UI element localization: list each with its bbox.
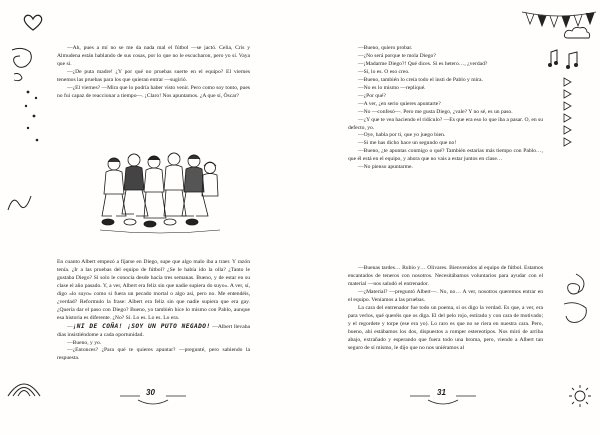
paragraph: —Buenas tardes… Rubio y… Olivares. Bienvenidos al equipo de fútbol. Estamos encantados de teneros con nosotros. Necesitábamos voluntarios para ayudar con el material —nos saludó el entrenador. <box>348 265 543 287</box>
page-number-area <box>408 388 478 408</box>
paragraph: —A ver, ¿en serio quieres apuntarte? <box>358 100 441 107</box>
sun-icon <box>568 384 592 408</box>
left-bottom-text-column <box>57 259 250 363</box>
paragraph: —¿Entonces? ¿Para qué te quieres apuntar? —pregunté, pero sabiendo la respuesta. <box>57 347 250 362</box>
paragraph: —Ah, pues a mí no se me da nada mal el fútbol —se jactó. Celia, Cris y Almudena están hablando de sus cosas, por lo que no le escucharon, pero yo sí. Vaya que sí. <box>57 45 250 67</box>
paragraph: En cuanto Albert empezó a fijarse en Diego, supe que algo malo iba a traer. Y razón tenía. ¿Ir a las pruebas del equipo de fútbol? ¿Se le había ido la olla? ¿Tanto le gustaba Diego? Si solo le conocía desde hacía tres semanas. Bueno, y de estar en su clase el año pasado. Y, a ver, Albert era feliz sin que nadie supiera do suyo». A ver, sí, digo «lo suyo» como si fuera un pecado mortal o algo así, pero no. Me entendéis, ¿verdad? Reformulo la frase: Albert era feliz sin que nadie supiera que era gay. ¿Quería dar el paso con Diego? Bueno, yo también hice lo mismo con Pablo, aunque esa historia es diferente. ¿No? Sí. Lo es. Lo es. Lo era. <box>57 259 250 321</box>
right-bottom-text-column <box>348 265 543 352</box>
spiral-doodle-icon <box>558 270 594 330</box>
flower-doodle-icon <box>8 44 36 84</box>
paragraph: —¡Madarme Diego?! Qué dices. Si es hetero…, ¿verdad? <box>358 60 488 67</box>
paragraph: —¿Material? —preguntó Albert—. No, no… A ver, nosotros queremos entrar en el equipo. Veníamos a las pruebas. <box>348 288 543 303</box>
squiggle-icon <box>5 190 35 216</box>
paragraph: —Bueno, y yo. <box>67 339 102 346</box>
paragraph: —Si me has dicho hace un segundo que no! <box>358 140 457 147</box>
cloud-icon <box>562 24 592 42</box>
paragraph: —¿De puta madre! ¿Y por qué no pruebas suerte en el equipo? El viernes tenemos las pruebas para los que quieran entrar —sugirió. <box>57 68 250 83</box>
right-page <box>300 0 600 435</box>
page-number: 31 <box>437 388 446 397</box>
page-number: 30 <box>146 388 155 397</box>
triangle-column-icon <box>562 76 574 150</box>
dot-cluster-icon <box>22 88 42 148</box>
paragraph: —¿Por qué? <box>358 92 386 99</box>
rainbow-doodle-icon <box>4 370 44 400</box>
paragraph: —Bueno, ¿te apuntas conmigo o qué? También estarías más tiempo con Pablo…, que él está en el equipo, y ahora que no vais a estar juntos en clase… <box>348 148 543 163</box>
paragraph: —No —confesó—. Pero me gusta Diego, ¿vale? Y no sé, es un paso. <box>358 108 513 115</box>
paragraph: La cara del entrenador fue todo un poema, si os digo la verdad. Es que, a ver, era para verlos, qué queréis que os diga. El del pelo rojo, estirado y con cara de motivado; y el regordete y torpe (ese era yo). Lo raro es que no se riera en nuestra cara. Pero, bueno, ahí estábamos los dos, dispuestos a romper estereotipos. Nos miró de arriba abajo, extrañado y esperando que fuera todo una broma, pero, viendo a Albert tan seguro de sí mismo, le dijo que no nos uniéramos al <box>348 304 543 351</box>
group-of-friends-illustration <box>100 144 220 236</box>
page-number-area <box>118 388 188 408</box>
paragraph: —¿El viernes? —Mira que lo podría haber visto venir. Pero como soy tonto, pues no fui capaz de reaccionar a tiempo—. ¡Claro! Nos apuntamos. ¿A que sí, Óscar? <box>57 84 250 99</box>
shout-tail: —Albert llevaba días insistiéndome a cada oportunidad. <box>57 323 250 338</box>
music-notes-icon <box>547 48 583 70</box>
heart-icon <box>22 12 44 32</box>
paragraph: —No es lo mismo —repliqué. <box>358 84 426 91</box>
paragraph: —No pienso apuntarme. <box>358 164 413 171</box>
shout-paragraph: —¡NI DE COÑA! ¡SOY UN PUTO NEGADO! —Albert llevaba días insistiéndome a cada oportunidad. <box>57 322 250 338</box>
paragraph: —Bueno, también lo creía todo el insti de Pablo y mira. <box>358 76 483 83</box>
left-top-text-column <box>57 45 250 101</box>
paragraph: —Sí, lo es. O eso creo. <box>358 68 410 75</box>
right-top-text-column <box>348 45 543 172</box>
paragraph: —Oye, habla por ti, que yo juego bien. <box>358 132 446 139</box>
paragraph: —Bueno, quiero probar. <box>358 45 413 51</box>
shout-text: ¡NI DE COÑA! ¡SOY UN PUTO NEGADO! <box>72 322 211 330</box>
paragraph: —¿No será porque te mola Diego? <box>358 52 436 59</box>
paragraph: —¿Y que te vea haciendo el ridículo? —Es que era eso lo que iba a pasar. O, en su defecto, yo. <box>348 116 543 131</box>
